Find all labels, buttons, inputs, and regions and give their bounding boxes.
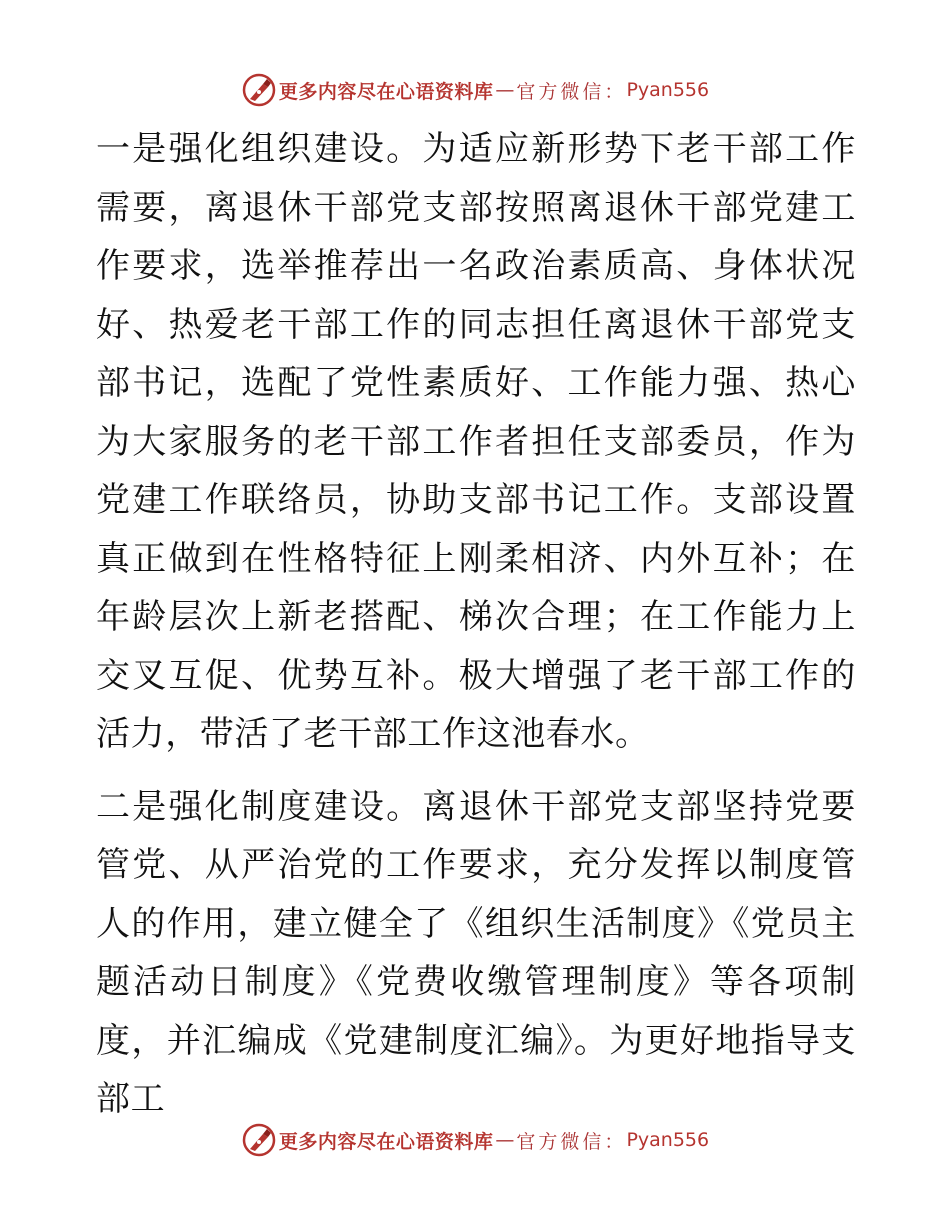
footer-separator: — <box>495 1129 515 1151</box>
header-separator: — <box>495 79 515 101</box>
footer-brand-text: 更多内容尽在心语资料库 <box>278 1130 494 1153</box>
footer-wechat-label: 官方微信： <box>516 1130 627 1153</box>
header-brand-text: 更多内容尽在心语资料库 <box>278 80 494 103</box>
document-body <box>96 120 856 1129</box>
header-wechat-id: Pyan556 <box>626 79 710 101</box>
header-wechat-label: 官方微信： <box>516 80 627 103</box>
pen-logo-icon <box>241 1122 277 1158</box>
pen-logo-icon <box>241 72 277 108</box>
footer-banner <box>0 1120 950 1160</box>
footer-wechat-id: Pyan556 <box>626 1129 710 1151</box>
paragraph-organization: 一是强化组织建设。为适应新形势下老干部工作需要，离退休干部党支部按照离退休干部党建工作要求，选举推荐出一名政治素质高、身体状况好、热爱老干部工作的同志担任离退休干部党支部书记，选配了党性素质好、工作能力强、热心为大家服务的老干部工作者担任支部委员，作为党建工作联络员，协助支部书记工作。支部设置真正做到在性格特征上刚柔相济、内外互补；在年龄层次上新老搭配、梯次合理；在工作能力上交叉互促、优势互补。极大增强了老干部工作的活力，带活了老干部工作这池春水。 <box>96 129 856 754</box>
header-banner <box>0 70 950 110</box>
paragraph-system: 二是强化制度建设。离退休干部党支部坚持党要管党、从严治党的工作要求，充分发挥以制度管人的作用，建立健全了《组织生活制度》《党员主题活动日制度》《党费收缴管理制度》等各项制度，并汇编成《党建制度汇编》。为更好地指导支部工 <box>96 786 856 1119</box>
